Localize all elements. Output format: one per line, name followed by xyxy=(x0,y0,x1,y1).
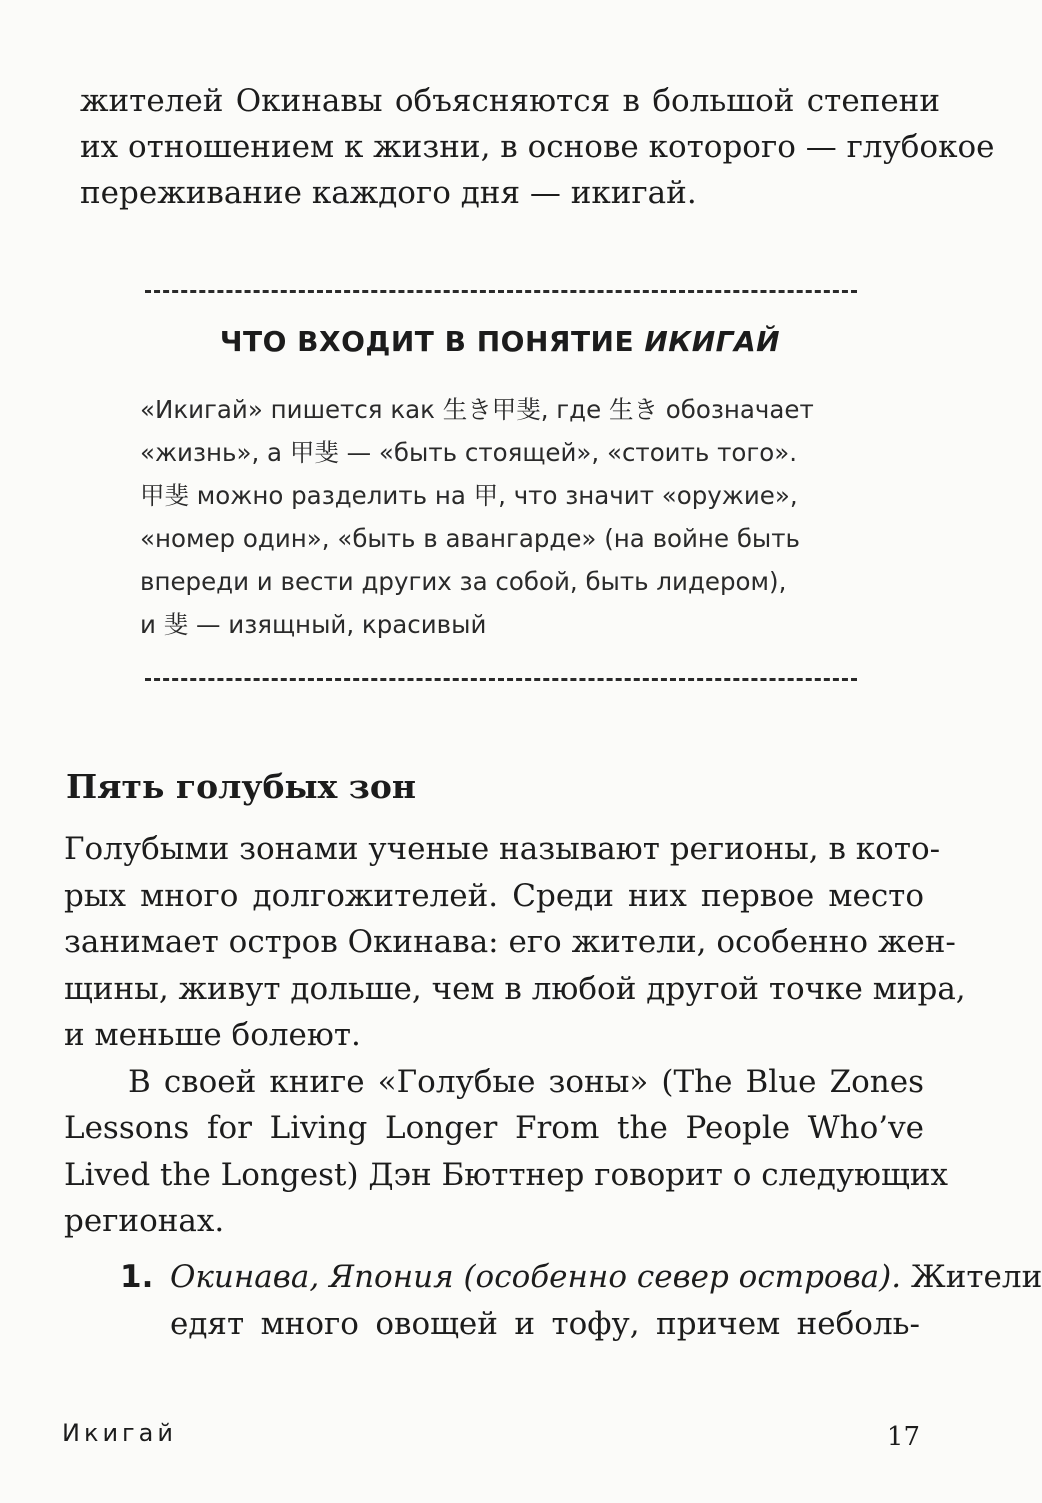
sidebar-line: «номер один», «быть в авангарде» (на войне быть xyxy=(140,524,800,553)
main-text xyxy=(64,826,966,1245)
sidebar-top-divider xyxy=(145,290,857,293)
list-item-place xyxy=(170,1259,901,1295)
sidebar-title-italic: ИКИГАЙ xyxy=(644,325,781,358)
list-item-place-italic: Окинава, Япония (особенно север острова). xyxy=(170,1259,902,1295)
paragraph2-line: Lived the Longest) Дэн Бюттнер говорит о следующих xyxy=(64,1156,948,1193)
intro-line: их отношением к жизни, в основе которого — глубокое xyxy=(80,129,995,165)
intro-line: переживание каждого дня — икигай. xyxy=(80,175,697,211)
paragraph2-line: В своей книге «Голубые зоны» (The Blue Zones xyxy=(128,1063,924,1100)
paragraph1-line: занимает остров Окинава: его жители, особенно жен- xyxy=(64,924,956,960)
sidebar-title xyxy=(0,322,1000,362)
sidebar-bottom-divider xyxy=(145,678,857,681)
list-item-content xyxy=(170,1254,1042,1347)
page-number: 17 xyxy=(886,1422,920,1452)
sidebar-body xyxy=(140,388,870,646)
paragraph2-line: регионах. xyxy=(64,1203,225,1239)
running-footer-title: Икигай xyxy=(62,1419,177,1447)
paragraph1-line: щины, живут дольше, чем в любой другой точке мира, xyxy=(64,970,966,1007)
list-item-line xyxy=(170,1254,1042,1301)
sidebar-line: «жизнь», а 甲斐 — «быть стоящей», «стоить того». xyxy=(140,438,798,467)
list-item-line1-rest: Жители xyxy=(901,1259,1042,1295)
list-item xyxy=(120,1254,1042,1347)
section-heading: Пять голубых зон xyxy=(66,767,416,806)
intro-paragraph xyxy=(80,78,995,216)
sidebar-line: 甲斐 можно разделить на 甲, что значит «оружие», xyxy=(140,481,798,510)
paragraph1-line: рых много долгожителей. Среди них первое место xyxy=(64,877,924,914)
sidebar-line: впереди и вести других за собой, быть лидером), xyxy=(140,567,787,596)
sidebar-line: и 斐 — изящный, красивый xyxy=(140,610,487,639)
list-item-number: 1. xyxy=(120,1259,154,1295)
paragraph2-line: Lessons for Living Longer From the People Who’ve xyxy=(64,1110,924,1146)
intro-line: жителей Окинавы объясняются в большой степени xyxy=(80,83,940,119)
list-item-line: едят много овощей и тофу, причем неболь- xyxy=(170,1305,920,1342)
sidebar-line: «Икигай» пишется как 生き甲斐, где 生き обозначает xyxy=(140,395,814,424)
paragraph1-line: Голубыми зонами ученые называют регионы, в кото- xyxy=(64,831,941,867)
paragraph1-line: и меньше болеют. xyxy=(64,1017,361,1053)
sidebar-title-prefix: ЧТО ВХОДИТ В ПОНЯТИЕ xyxy=(219,325,635,358)
